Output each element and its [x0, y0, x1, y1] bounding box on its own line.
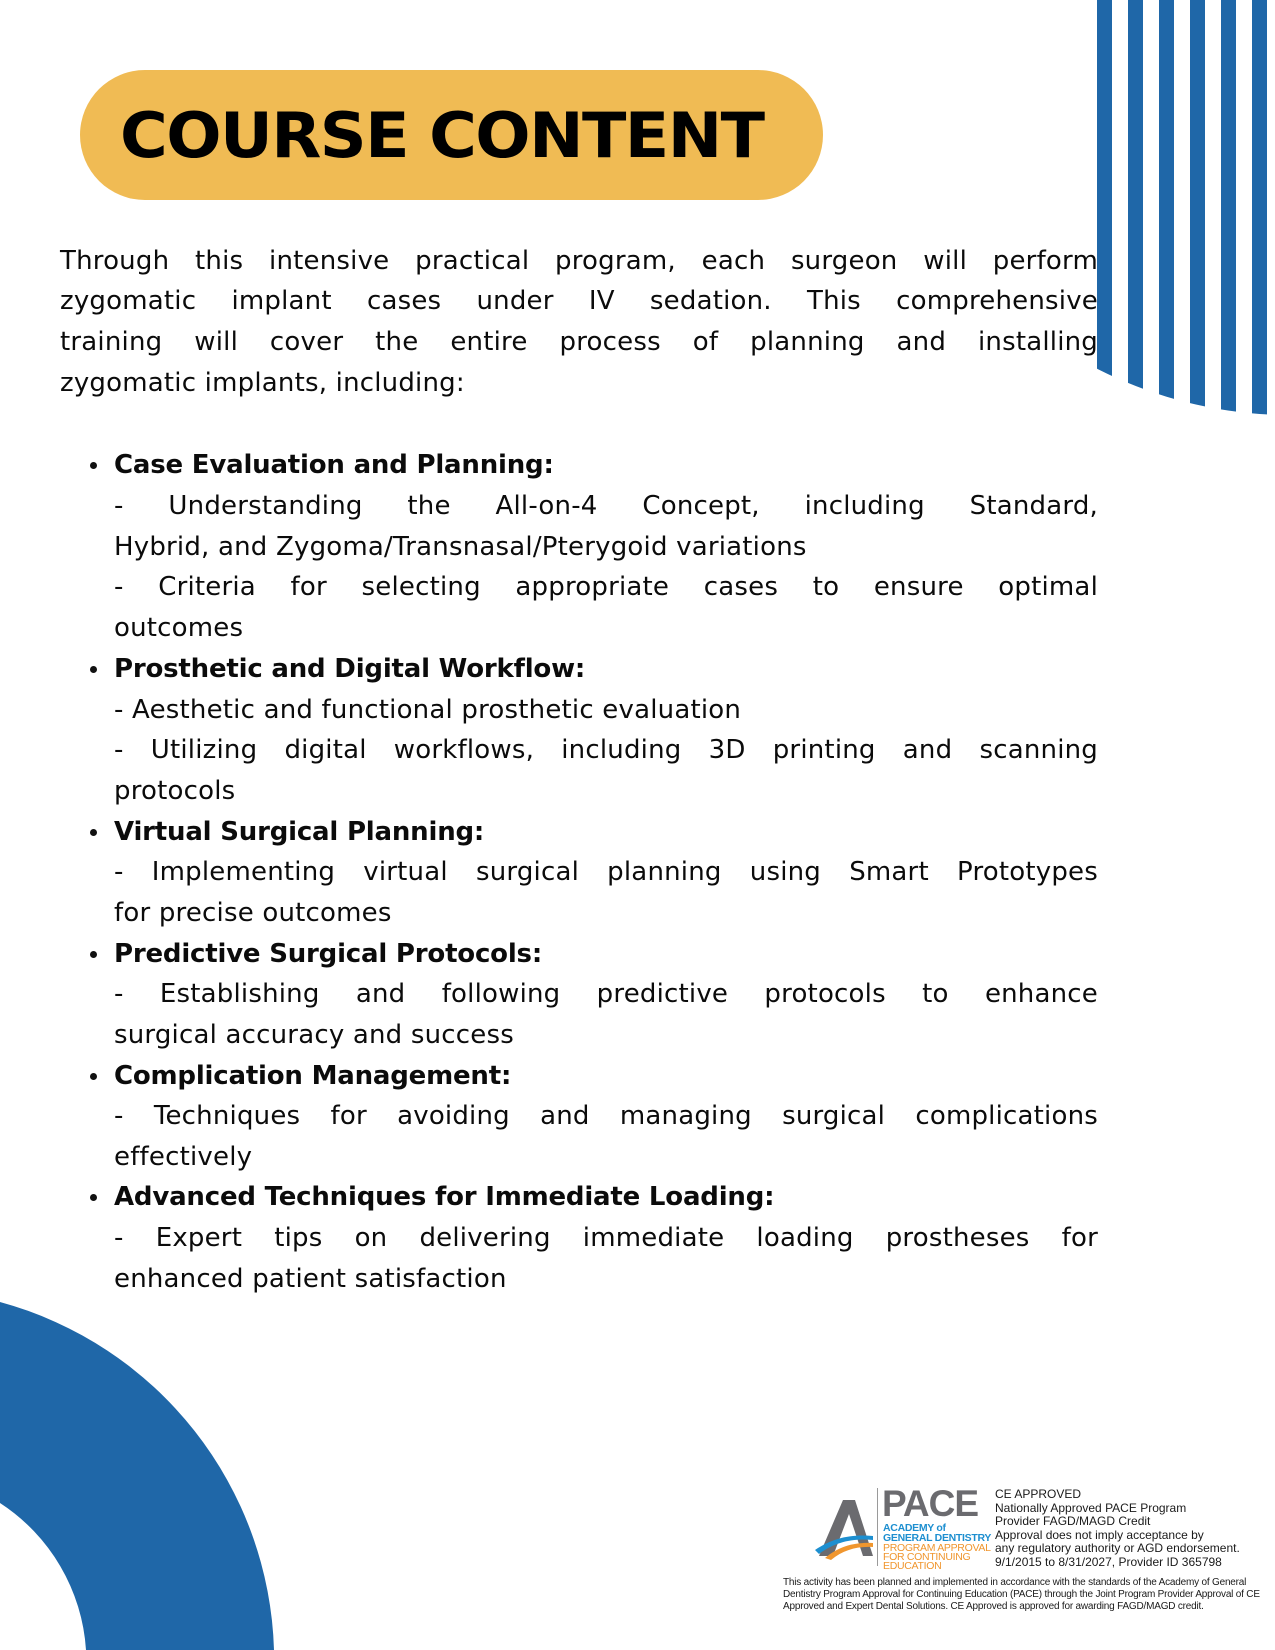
blue-arc — [0, 1302, 274, 1650]
topic-line: - Understanding the All-on-4 Concept, including Standard, — [114, 491, 1098, 521]
stripe — [1159, 0, 1174, 500]
topic-line: - Aesthetic and functional prosthetic evaluation — [114, 695, 742, 725]
page-title: COURSE CONTENT — [120, 98, 764, 172]
ce-line: any regulatory authority or AGD endorsement. — [995, 1541, 1240, 1556]
stripe — [1252, 0, 1267, 500]
bullet-icon — [90, 829, 97, 836]
stripe — [1128, 0, 1143, 500]
topic-line: - Expert tips on delivering immediate loading prostheses for — [114, 1223, 1098, 1253]
pace-subline: GENERAL DENTISTRY — [883, 1532, 992, 1544]
topic-heading: Prosthetic and Digital Workflow: — [114, 654, 586, 684]
pace-wordmark: PACE — [882, 1483, 979, 1524]
topic-line: - Techniques for avoiding and managing surgical complications — [114, 1101, 1098, 1131]
ce-line: Approval does not imply acceptance by — [995, 1527, 1204, 1542]
footnote-line: Dentistry Program Approval for Continuing Education (PACE) through the Joint Program Provider Approval of CE — [783, 1589, 1260, 1600]
stripe — [1221, 0, 1236, 500]
accreditation-footnote — [783, 1577, 1273, 1613]
stripe — [1097, 0, 1112, 500]
logo-divider — [877, 1488, 878, 1566]
topic-line: effectively — [114, 1142, 253, 1172]
intro-line: Through this intensive practical program, each surgeon will perform — [60, 246, 1098, 276]
topic-heading: Virtual Surgical Planning: — [114, 817, 485, 847]
topic-heading: Advanced Techniques for Immediate Loading: — [114, 1182, 775, 1212]
topic-line: - Criteria for selecting appropriate cases to ensure optimal — [114, 572, 1098, 602]
topic-line: enhanced patient satisfaction — [114, 1264, 507, 1294]
pace-a-logo-icon — [815, 1486, 875, 1568]
title-banner — [80, 70, 823, 200]
intro-line: training will cover the entire process of planning and installing — [60, 327, 1098, 357]
ce-line: CE APPROVED — [995, 1487, 1082, 1501]
ce-approval-text — [995, 1488, 1240, 1570]
pace-subline: ACADEMY of — [883, 1522, 946, 1534]
intro-line: zygomatic implants, including: — [60, 368, 465, 398]
topic-line: protocols — [114, 776, 236, 806]
topic-line: - Implementing virtual surgical planning using Smart Prototypes — [114, 857, 1098, 887]
bullet-icon — [90, 1194, 97, 1201]
bullet-icon — [90, 951, 97, 958]
bullet-icon — [90, 1073, 97, 1080]
ce-line: Nationally Approved PACE Program — [995, 1500, 1187, 1515]
bullet-icon — [90, 666, 97, 673]
blue-stripes — [1097, 0, 1267, 500]
footnote-line: This activity has been planned and implemented in accordance with the standards of the Academy of General — [783, 1577, 1247, 1588]
topic-heading: Predictive Surgical Protocols: — [114, 939, 543, 969]
pace-subline: PROGRAM APPROVAL — [883, 1542, 991, 1554]
topic-line: outcomes — [114, 613, 244, 643]
pace-subline: FOR CONTINUING — [883, 1551, 971, 1563]
topic-line: - Establishing and following predictive protocols to enhance — [114, 979, 1098, 1009]
topic-heading: Complication Management: — [114, 1061, 512, 1091]
ce-line: 9/1/2015 to 8/31/2027, Provider ID 365798 — [995, 1554, 1222, 1569]
intro-line: zygomatic implant cases under IV sedation. This comprehensive — [60, 286, 1098, 316]
topic-line: for precise outcomes — [114, 898, 392, 928]
ce-line: Provider FAGD/MAGD Credit — [995, 1514, 1151, 1529]
footnote-line: Approved and Expert Dental Solutions. CE Approved is approved for awarding FAGD/MAGD credit. — [783, 1601, 1204, 1612]
stripe — [1190, 0, 1205, 500]
bullet-icon — [90, 462, 97, 469]
topic-line: - Utilizing digital workflows, including 3D printing and scanning — [114, 735, 1098, 765]
pace-subline: EDUCATION — [883, 1560, 942, 1572]
topic-line: surgical accuracy and success — [114, 1020, 514, 1050]
topic-heading: Case Evaluation and Planning: — [114, 450, 554, 480]
topic-line: Hybrid, and Zygoma/Transnasal/Pterygoid variations — [114, 532, 807, 562]
